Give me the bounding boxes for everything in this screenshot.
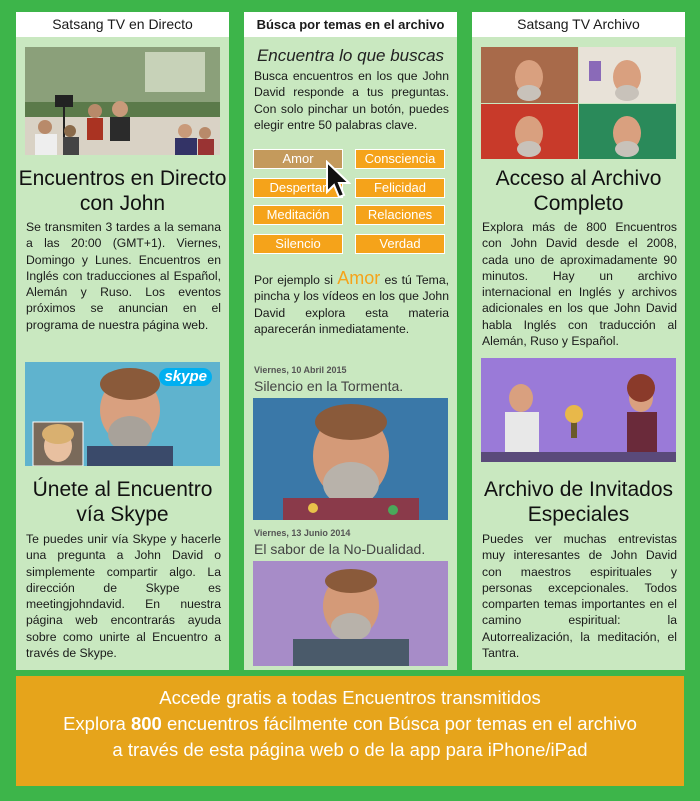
topic-search-subhead: Encuentra lo que buscas (256, 46, 445, 65)
guests-photo (481, 358, 676, 462)
banner-line-1: Accede gratis a todas Encuentros transmitidos (159, 687, 541, 708)
archive-section-text: Explora más de 800 Encuentros con John David desde el 2008, cada uno de aproximadamente 90 minutos. Hay un archivo internacional en Inglés y archivos adicionales en los que John David habla Inglés con traducción al Alemán, Ruso y Español. (482, 220, 677, 349)
skype-logo: skype (159, 368, 212, 386)
topic-button-felicidad[interactable]: Felicidad (355, 178, 445, 198)
topic-example-text (254, 270, 449, 337)
topic-button-consciencia[interactable]: Consciencia (355, 149, 445, 169)
post-date-2: Viernes, 13 Junio 2014 (254, 528, 351, 538)
example-topic-word: Amor (337, 268, 381, 288)
banner-line-3: a través de esta página web o de la app para iPhone/iPad (112, 739, 588, 760)
guests-section-title: Archivo de Invitados Especiales (483, 478, 674, 526)
skype-section-title: Únete al Encuentro vía Skype (32, 478, 213, 526)
post-title-1[interactable]: Silencio en la Tormenta. (254, 378, 404, 394)
live-studio-photo (25, 47, 220, 155)
guests-section-text: Puedes ver muchas entrevistas muy interesantes de John David con maestros espirituales y personas excepcionales. Todos comparten temas importantes en el camino espiritual: la Autorrealización, la meditación, el Tantra. (482, 532, 677, 661)
topic-button-silencio[interactable]: Silencio (253, 234, 343, 254)
live-section-title: Encuentros en Directo con John (18, 167, 227, 215)
post-photo-2[interactable] (253, 561, 448, 666)
example-pre: Por ejemplo si (254, 273, 333, 287)
banner-count: 800 (130, 713, 162, 734)
topic-search-header: Búsca por temas en el archivo (244, 12, 457, 37)
archive-section-title: Acceso al Archivo Completo (495, 167, 662, 215)
topic-button-amor[interactable]: Amor (253, 149, 343, 169)
archive-column-header: Satsang TV Archivo (472, 12, 685, 37)
post-date-1: Viernes, 10 Abril 2015 (254, 365, 347, 375)
live-section-text: Se transmiten 3 tardes a la semana a las 20:00 (GMT+1). Viernes, Domingo y Lunes. Encuentros en Inglés con traducciones al Español, Alemán y Ruso. Los eventos próximos se anuncian en el programa de nuestra página web. (26, 220, 221, 332)
skype-photo (25, 362, 220, 466)
example-post: es tú Tema, pincha y los vídeos en los que John David explora esta materia aparecerán inmediatamente. (254, 273, 450, 336)
topic-search-intro: Busca encuentros en los que John David responde a tus preguntas. Con solo pinchar un botón, puedes elegir entre 50 palabras clave. (254, 69, 449, 132)
topic-button-relaciones[interactable]: Relaciones (355, 205, 445, 225)
topic-search-column (244, 12, 457, 670)
skype-section-text: Te puedes unir vía Skype y hacerle una pregunta a John David o simplemente compartir algo. La dirección de Skype es meetingjohndavid. En nuestra página web encontrarás ayuda sobre como unirte al Encuentro a través de Skype. (26, 532, 221, 661)
topic-button-verdad[interactable]: Verdad (355, 234, 445, 254)
banner-line-2: Explora 800 encuentros fácilmente con Búsca por temas en el archivo (63, 713, 637, 734)
topic-button-despertar[interactable]: Despertar (253, 178, 343, 198)
mouse-pointer-icon (325, 160, 351, 200)
bottom-banner (16, 676, 684, 786)
live-column-header: Satsang TV en Directo (16, 12, 229, 37)
post-title-2[interactable]: El sabor de la No-Dualidad. (254, 541, 426, 557)
topic-button-meditacion[interactable]: Meditación (253, 205, 343, 225)
post-photo-1[interactable] (253, 398, 448, 520)
archive-column (472, 12, 685, 670)
archive-photo-grid (481, 47, 676, 159)
live-column (16, 12, 229, 670)
